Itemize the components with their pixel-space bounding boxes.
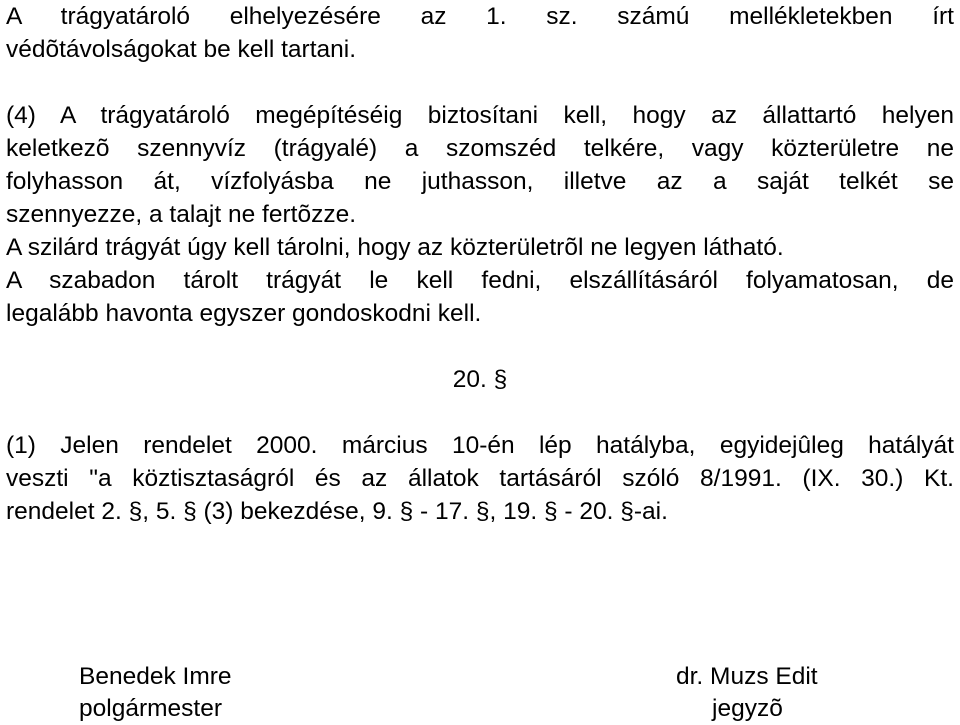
text-line: A szilárd trágyát úgy kell tárolni, hogy az közterületrõl ne legyen látható. — [6, 234, 784, 261]
paragraph-closing — [6, 429, 954, 528]
signatory-name: Benedek Imre — [79, 663, 232, 690]
text-line: veszti "a köztisztaságról és az állatok tartásáról szóló 8/1991. (IX. 30.) Kt. — [6, 465, 954, 492]
paragraph-free-manure — [6, 264, 954, 330]
spacer — [6, 66, 954, 99]
text-line: legalább havonta egyszer gondoskodni kell. — [6, 300, 482, 327]
signature-block-mayor — [79, 661, 232, 725]
text-line: A szabadon tárolt trágyát le kell fedni, elszállításáról folyamatosan, de — [6, 267, 954, 294]
paragraph-solid-manure — [6, 231, 954, 264]
document-body — [6, 0, 954, 528]
text-line: (1) Jelen rendelet 2000. március 10-én lép hatályba, egyidejûleg hatályát — [6, 432, 954, 459]
paragraph-4 — [6, 99, 954, 231]
text-line: védõtávolságokat be kell tartani. — [6, 36, 357, 63]
signature-block-notary — [676, 661, 818, 725]
text-line: keletkezõ szennyvíz (trágyalé) a szomszéd telkére, vagy közterületre ne — [6, 135, 954, 162]
paragraph-intro — [6, 0, 954, 66]
spacer — [6, 396, 954, 429]
spacer — [6, 330, 954, 363]
text-line: folyhasson át, vízfolyásba ne juthasson, illetve az a saját telkét se — [6, 168, 954, 195]
signatory-name: dr. Muzs Edit — [676, 663, 818, 690]
signatory-title: jegyzõ — [712, 695, 783, 722]
text-line: A trágyatároló elhelyezésére az 1. sz. számú mellékletekben írt — [6, 3, 954, 30]
section-number: 20. § — [452, 366, 508, 393]
text-line: rendelet 2. §, 5. § (3) bekezdése, 9. § - 17. §, 19. § - 20. §-ai. — [6, 498, 668, 525]
text-line: szennyezze, a talajt ne fertõzze. — [6, 201, 356, 228]
signatory-title: polgármester — [79, 695, 222, 722]
text-line: (4) A trágyatároló megépítéséig biztosítani kell, hogy az állattartó helyen — [6, 102, 954, 129]
section-heading — [6, 363, 954, 396]
